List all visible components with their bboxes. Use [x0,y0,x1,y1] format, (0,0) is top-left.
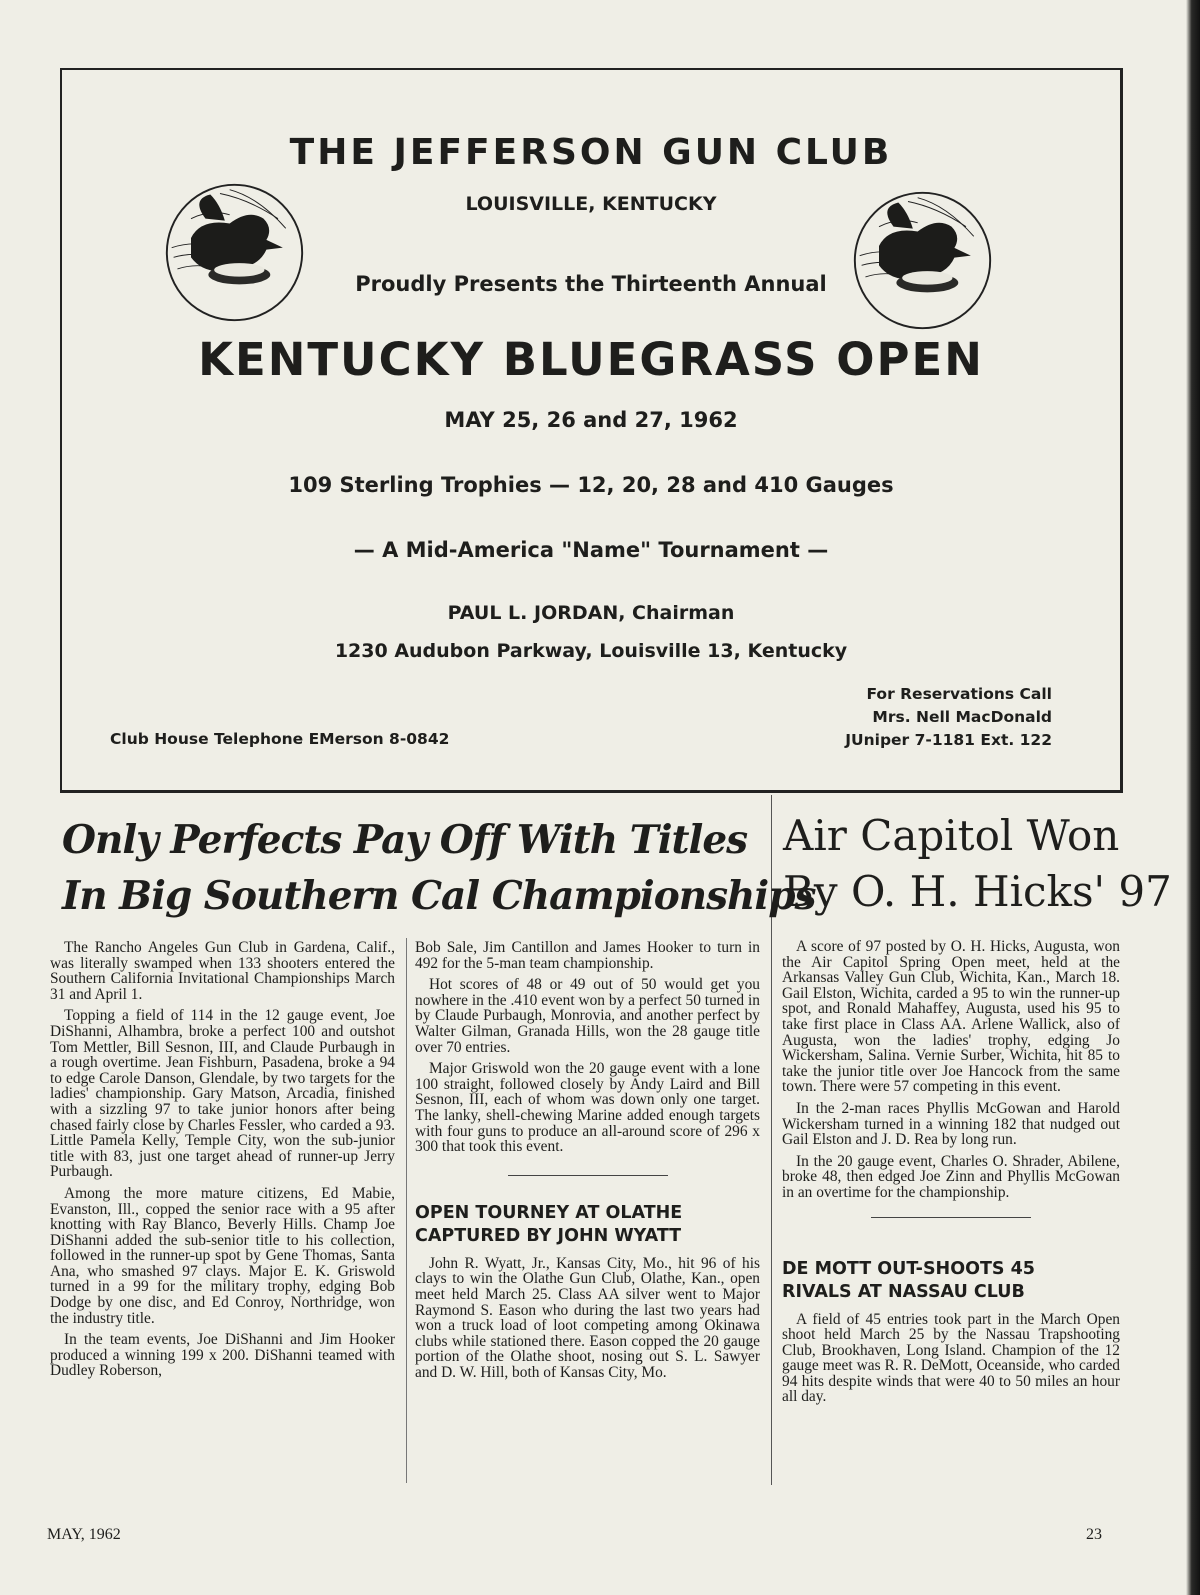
ad-reservations [845,683,1052,752]
article-headline: In Big Southern Cal Championships [62,873,816,919]
ad-reservations-line: Mrs. Nell MacDonald [872,708,1052,726]
paragraph: In the team events, Joe DiShanni and Jim Hooker produced a winning 199 x 200. DiShanni teamed with Dudley Roberson, [50,1331,395,1380]
paragraph: Topping a field of 114 in the 12 gauge event, Joe DiShanni, Alhambra, broke a perfect 100 and outshot Tom Mettler, Bill Sesnon, III, and Claude Purbaugh in a rough overtime. Jean Fishburn, Pasadena, broke a 94 to edge Carole Danson, Glendale, by two targets for the ladies' championship. Gary Matson, Arcadia, finished with a sizzling 97 to take junior honors after being chased fairly close by Charles Fessler, who carded a 93. Little Pamela Kelly, Temple City, won the sub-junior title with 83, just one target ahead of runner-up Jerry Purbaugh. [50,1007,395,1181]
section-heading [782,1258,1120,1304]
ad-address: 1230 Audubon Parkway, Louisville 13, Kentucky [334,640,848,662]
article-headline: Air Capitol Won [783,811,1120,860]
paragraph: The Rancho Angeles Gun Club in Gardena, Calif., was literally swamped when 133 shooters entered the Southern California Invitational Championships March 31 and April 1. [50,939,395,1003]
ad-title: THE JEFFERSON GUN CLUB [289,132,893,173]
section-rule [508,1175,668,1176]
section-heading-line: CAPTURED BY JOHN WYATT [415,1225,682,1246]
ad-presents-line: Proudly Presents the Thirteenth Annual [355,272,827,296]
article-column-3 [782,939,1120,1411]
paragraph: A field of 45 entries took part in the March Open shoot held March 25 by the Nassau Trapshooting Club, Brookhaven, Long Island. Champion of the 12 gauge meet was R. R. DeMott, Oceanside, who carded 94 hits despite winds that were 40 to 50 miles an hour all day. [782,1310,1120,1406]
column-divider [406,938,407,1483]
ad-trophies: 109 Sterling Trophies — 12, 20, 28 and 410 Gauges [288,473,894,497]
section-rule [871,1217,1031,1218]
article-column-2 [415,940,760,1386]
ad-dates: MAY 25, 26 and 27, 1962 [444,408,738,432]
paragraph: A score of 97 posted by O. H. Hicks, Augusta, won the Air Capitol Spring Open meet, held at the Arkansas Valley Gun Club, Wichita, Kan., March 18. Gail Elston, Wichita, carded a 95 to win the runner-up spot, and Ronald Mahaffey, Augusta, used his 95 to take first place in Class AA. Arlene Wallick, also of Augusta, won the ladies' trophy, edging Jo Wickersham, Salina. Vernie Surber, Wichita, hit 85 to take the junior title over Joe Hancock from the same town. There were 57 competing in this event. [782,938,1120,1096]
section-heading-line: OPEN TOURNEY AT OLATHE [415,1202,683,1223]
paragraph: In the 2-man races Phyllis McGowan and Harold Wickersham turned in a winning 182 that nudged out Gail Elston and J. D. Rea by long run. [782,1099,1120,1149]
page-number: 23 [1086,1526,1102,1543]
paragraph: John R. Wyatt, Jr., Kansas City, Mo., hit 96 of his clays to win the Olathe Gun Club, Olathe, Kan., open meet held March 25. Class AA silver went to Major Raymond S. Eason who during the last two years had won a truck load of loot competing among Okinawa clubs while stationed there. Eason copped the 20 gauge portion of the Olathe shoot, nosing out S. L. Sawyer and D. W. Hill, both of Kansas City, Mo. [415,1254,760,1381]
paragraph: Bob Sale, Jim Cantillon and James Hooker to turn in 492 for the 5-man team championship. [415,939,760,972]
paragraph: In the 20 gauge event, Charles O. Shrader, Abilene, broke 48, then edged Joe Zinn and Phyllis McGowan in an overtime for the championship. [782,1152,1120,1201]
paragraph: Major Griswold won the 20 gauge event with a lone 100 straight, followed closely by Andy Laird and Bill Sesnon, III, each of whom was down only one target. The lanky, shell-chewing Marine added enough targets with four guns to produce an all-around score of 296 x 300 that took this event. [415,1060,760,1156]
ad-city: LOUISVILLE, KENTUCKY [465,193,717,215]
article-headline: Only Perfects Pay Off With Titles [62,817,748,863]
page-binding-edge [1186,0,1200,1595]
paragraph: Among the more mature citizens, Ed Mabie, Evanston, Ill., copped the senior race with a 95 after knotting with Ray Blanco, Beverly Hills. Champ Joe DiShanni added the sub-senior title to his collection, followed in the runner-up spot by Gene Thomas, Santa Ana, who smashed 97 clays. Major E. K. Griswold turned in a 99 for the military trophy, edging Bob Dodge by one disc, and Ed Conroy, Northridge, won the industry title. [50,1184,395,1327]
ad-tagline: — A Mid-America "Name" Tournament — [353,538,829,562]
article-column-1 [50,940,395,1385]
advertisement-box [60,68,1123,793]
section-heading-line: DE MOTT OUT-SHOOTS 45 [782,1258,1035,1279]
footer-date: MAY, 1962 [47,1526,121,1543]
ad-reservations-line: For Reservations Call [866,685,1052,703]
paragraph: Hot scores of 48 or 49 out of 50 would get you nowhere in the .410 event won by a perfect 50 turned in by Claude Purbaugh, Monrovia, and another perfect by Walter Gilman, Granada Hills, won the 28 gauge title over 70 entries. [415,976,760,1056]
section-heading [415,1202,760,1248]
duck-emblem-icon [162,180,307,325]
ad-reservations-line: JUniper 7-1181 Ext. 122 [845,731,1052,749]
ad-chairman: PAUL L. JORDAN, Chairman [447,602,735,624]
ad-event-title: KENTUCKY BLUEGRASS OPEN [198,333,984,386]
duck-emblem-icon [850,188,995,333]
article-headline: By O. H. Hicks' 97 [783,867,1172,916]
ad-clubhouse-phone: Club House Telephone EMerson 8-0842 [110,730,450,748]
section-heading-line: RIVALS AT NASSAU CLUB [782,1281,1025,1302]
